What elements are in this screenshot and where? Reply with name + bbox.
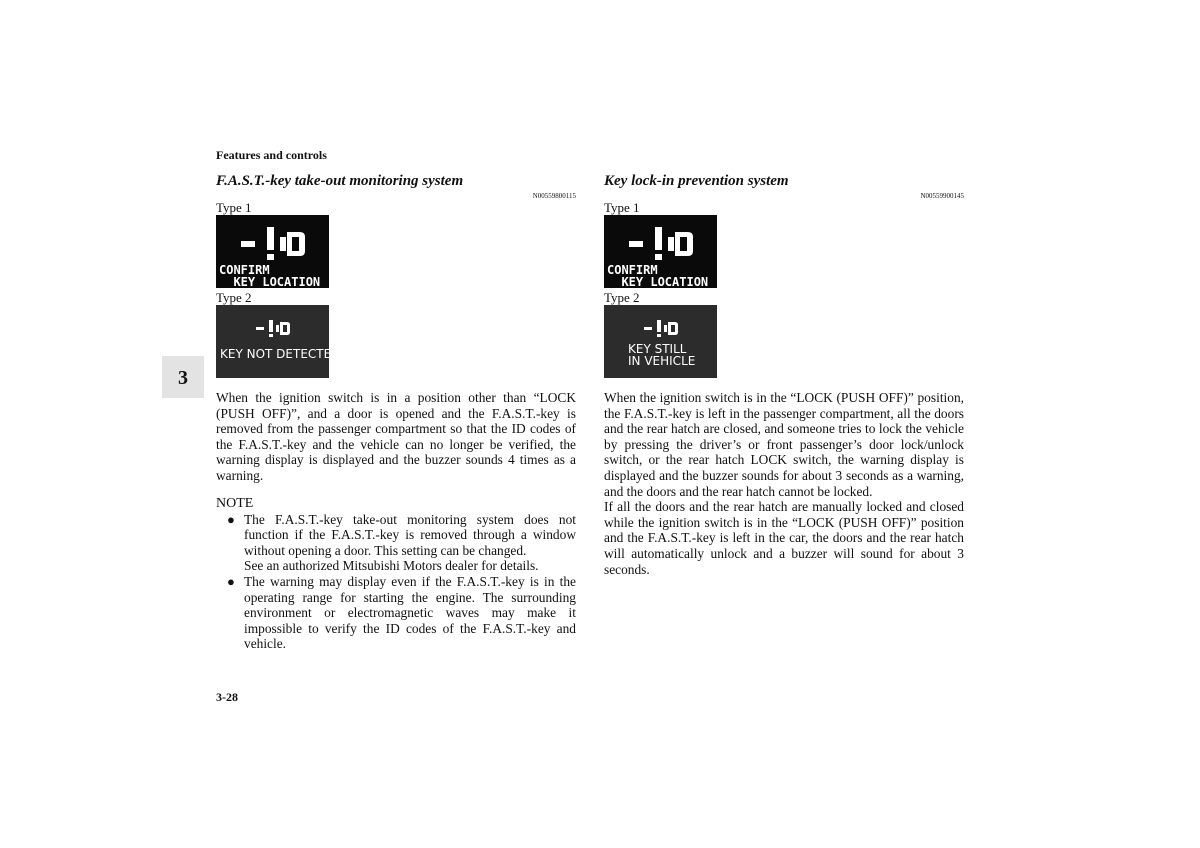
- left-type1-label: Type 1: [216, 200, 252, 215]
- left-type2-display: [216, 305, 341, 378]
- page-number: 3-28: [216, 690, 238, 704]
- left-body-paragraph: When the ignition switch is in a position other than “LOCK (PUSH OFF)”, and a door is opened and the F.A.S.T.-key is removed from the passenger compartment so that the ID codes of the F.A.S.T.-key and the vehicle can no longer be verified, the warning display is displayed and the buzzer sounds 4 times as a warning.: [216, 390, 576, 483]
- left-reference-code: N00559800115: [532, 192, 576, 200]
- right-type1-label: Type 1: [604, 200, 640, 215]
- left-type2-label: Type 2: [216, 290, 252, 305]
- note-text-extra: See an authorized Mitsubishi Motors dealer for details.: [244, 558, 539, 574]
- note-item: [216, 512, 576, 574]
- key-warning-icon: [256, 320, 290, 338]
- bullet-icon: ●: [227, 573, 235, 589]
- key-warning-icon: [240, 227, 306, 261]
- note-title: NOTE: [216, 495, 254, 511]
- right-body-paragraph-1: When the ignition switch is in the “LOCK (PUSH OFF)” position, the F.A.S.T.-key is left in the passenger compartment, all the doors and the rear hatch are closed, and someone tries to lock the vehicle by pressing the driver’s or front passenger’s door lock/unlock switch, or the rear hatch LOCK switch, the warning display is displayed and the buzzer sounds for about 3 seconds as a warning, and the doors and the rear hatch cannot be locked.: [604, 390, 964, 499]
- left-type1-display-text: CONFIRM KEY LOCATION: [219, 263, 321, 289]
- key-warning-icon: [628, 227, 694, 261]
- bullet-icon: ●: [227, 511, 235, 527]
- chapter-tab: 3: [162, 356, 204, 398]
- note-text: The F.A.S.T.-key take-out monitoring system does not function if the F.A.S.T.-key is removed through a window without opening a door. This setting can be changed.: [244, 511, 576, 558]
- left-type2-display-text: KEY NOT DETECTED: [220, 347, 341, 361]
- right-heading: Key lock-in prevention system: [604, 173, 789, 189]
- right-type1-display-text: CONFIRM KEY LOCATION: [607, 263, 709, 289]
- right-type2-label: Type 2: [604, 290, 640, 305]
- note-item: [216, 574, 576, 652]
- right-column: [604, 172, 964, 577]
- key-warning-icon: [644, 320, 678, 338]
- left-heading: F.A.S.T.-key take-out monitoring system: [216, 173, 464, 189]
- right-type2-display-text: KEY STILL IN VEHICLE: [628, 342, 696, 368]
- left-column: [216, 172, 576, 652]
- note-list: [216, 512, 576, 652]
- section-header: Features and controls: [216, 148, 327, 162]
- right-type2-display: [604, 305, 717, 378]
- note-text: The warning may display even if the F.A.S.T.-key is in the operating range for starting the engine. The surrounding environment or electromagnetic waves may make it impossible to verify the ID codes of the F.A.S.T.-key and vehicle.: [244, 573, 576, 652]
- right-reference-code: N00559900145: [920, 192, 964, 200]
- left-type1-display: [216, 215, 329, 288]
- right-type1-display: [604, 215, 717, 288]
- right-body-paragraph-2: If all the doors and the rear hatch are manually locked and closed while the ignition switch is in the “LOCK (PUSH OFF)” position and the F.A.S.T.-key is left in the car, the doors and the rear hatch will automatically unlock and a buzzer will sound for about 3 seconds.: [604, 499, 964, 577]
